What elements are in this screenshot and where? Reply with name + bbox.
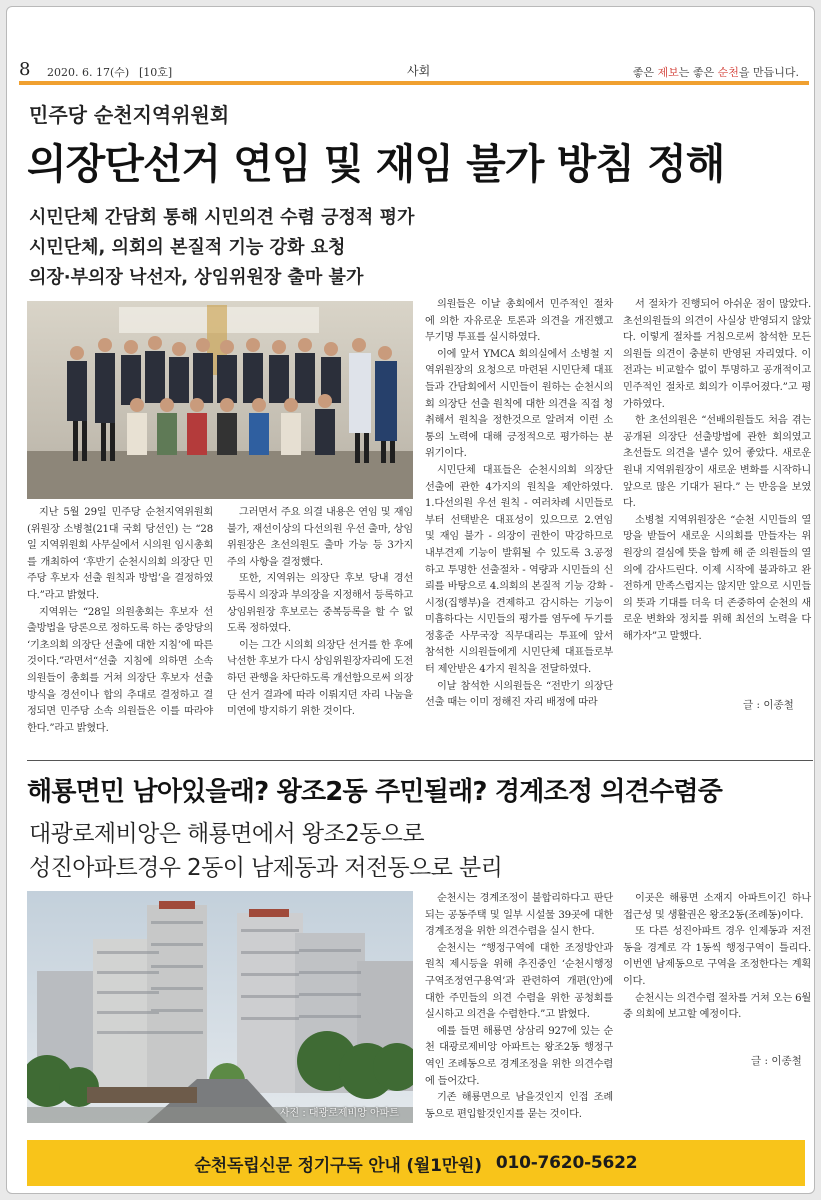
issue-date: 2020. 6. 17(수): [47, 66, 130, 79]
page-number: 8: [19, 59, 31, 80]
group-photo: [27, 301, 413, 499]
issue-number: [10호]: [139, 66, 173, 79]
header-slogan: 좋은 제보는 좋은 순천을 만듭니다.: [632, 66, 799, 79]
paragraph: 서 절차가 진행되어 아쉬운 점이 많았다. 초선의원들의 의견이 사실상 반영되지 않았다. 이렇게 절차를 거침으로써 참석한 모든 의원들 의견이 충분히 반영된 자리였다. 이전과는 비교할수 없이 투명하고 공개적이고 민주적인 절차로 회의가 이루어졌다.”고 평가하였다.: [623, 299, 811, 410]
paragraph: 예를 들면 해룡면 상삼리 927에 있는 순천 대광로제비앙 아파트는 왕조2동 행정구역인 조례동으로 경계조정을 위한 의견수렴에 들어갔다.: [425, 1025, 613, 1087]
paragraph: 이곳은 해룡면 소재지 아파트이긴 하나 접근성 및 생활권은 왕조2동(조례동)이다.: [623, 893, 811, 921]
page-header: [19, 57, 809, 83]
article2-subheads: [29, 817, 502, 885]
paragraph: 그러면서 주요 의결 내용은 연임 및 재임 불가, 재선이상의 다선의원 우선 출마, 상임위원장은 초선의원도 출마 가능 등 3가지 주의 사항을 결정했다.: [227, 507, 413, 568]
article1-column-1: [27, 505, 213, 737]
paragraph: 또 다른 성진아파트 경우 인제동과 저전동을 경계로 각 1동씩 행정구역이 틀리다. 이번엔 남제동으로 구역을 조정한다는 계획이다.: [623, 926, 811, 987]
paragraph: 이는 그간 시의회 의장단 선거를 한 후에 낙선한 후보가 다시 상임위원장자리에 도전하던 관행을 차단하도록 개선함으로써 의장단 선거 결과에 따라 이뤄지던 자리 나눔을 미연에 방지하기 위한 것이다.: [227, 639, 413, 718]
article1-column-4: [623, 297, 811, 645]
article1-subhead: 의장·부의장 낙선자, 상임위원장 출마 불가: [29, 267, 364, 288]
article1-byline: 글 : 이종철: [743, 699, 794, 711]
paragraph: 이에 앞서 YMCA 회의실에서 소병철 지역위원장의 요청으로 마련된 시민단체 대표들과 간담회에서 시민들이 원하는 순천시의회 의장단 선출 원칙에 대한 의견을 직접 청취해서 원칙을 정한것으로 알려져 이런 소통의 노력에 대해 긍정적으로 평가하는 분위기이다.: [425, 348, 613, 460]
article1-kicker: 민주당 순천지역위원회: [29, 103, 230, 127]
paragraph: 소병철 지역위원장은 “순천 시민들의 열망을 받들어 새로운 시의회를 만들자는 위원장의 결심에 뜻을 함께 해 준 의원들의 열의에 감사드린다. 이제 시작에 불과하고 완전하게 만족스럽지는 않지만 앞으로 시민들의 뜻과 기대를 더욱 더 존중하여 순천의 새로운 변화와 정치를 위해 최선의 노력을 다해가자”고 말했다.: [623, 514, 811, 642]
article1-subheads: [29, 203, 414, 293]
article2-headline: 해룡면민 남아있을래? 왕조2동 주민될래? 경계조정 의견수렴중: [27, 777, 723, 807]
subscription-phone[interactable]: 010-7620-5622: [495, 1153, 638, 1173]
paragraph: 순천시는 “행정구역에 대한 조정방안과 원칙 제시등을 위해 추진중인 ‘순천시행정구역조정연구용역’과 관련하여 개편(안)에 대한 주민들의 의견 수렴을 위한 공청회를 실시하고 의견을 수렴한다.”고 밝혔다.: [425, 942, 613, 1021]
article2-subhead: 성진아파트경우 2동이 남제동과 저전동으로 분리: [29, 855, 503, 881]
article2-column-2: [623, 891, 811, 1024]
article1-subhead: 시민단체, 의회의 본질적 기능 강화 요청: [29, 237, 346, 258]
apartment-photo: [27, 891, 413, 1123]
article1-column-3: [425, 297, 613, 712]
article-divider: [27, 760, 813, 761]
paragraph: 기존 해룡면으로 남을것인지 인접 조례동으로 편입할것인지를 묻는 것이다.: [425, 1092, 613, 1120]
paragraph: 이날 참석한 시의원들은 “전반기 의장단 선출 때는 이미 정해진 자리 배정에 따라: [425, 680, 613, 709]
paragraph: 순천시는 의견수렴 절차를 거쳐 오는 6월 중 의회에 보고할 예정이다.: [623, 992, 811, 1021]
subscription-banner: [27, 1140, 805, 1186]
article2-byline: 글 : 이종철: [751, 1055, 802, 1067]
paragraph: 의원들은 이날 총회에서 민주적인 절차에 의한 자유로운 토론과 의견을 개진했고 무기명 투표를 실시하였다.: [425, 299, 613, 344]
newspaper-page: [6, 6, 815, 1194]
paragraph: 시민단체 대표들은 순천시의회 의장단 선출에 관한 4가지의 원칙을 제안하였다. 1.다선의원 우선 원칙 - 여러차례 시민들로부터 선택받은 대표성이 있으므로 2.연임 및 재임 불가 - 의장이 권한이 막강하므로 내부견제 기능이 발휘될 수 있도록 3.공정하고 투명한 선출절차 - 역량과 시민들의 신뢰를 바탕으로 4.의회의 본질적 기능 강화 - 시정(집행부)을 견제하고 감시하는 기능이 미흡하다는 시민들의 평가를 염두에 두기를 정홍준 사무국장 직무대리는 투표에 앞서 참석한 시의원들에게 시민단체 대표들로부터 제안받은 4가지 원칙을 전달하였다.: [425, 464, 613, 676]
header-rule: [19, 81, 809, 85]
article2-column-1: [425, 891, 613, 1123]
article2-subhead: 대광로제비앙은 해룡면에서 왕조2동으로: [29, 821, 424, 847]
article1-headline: 의장단선거 연임 및 재임 불가 방침 정해: [27, 140, 725, 188]
paragraph: 지역위는 “28일 의원총회는 후보자 선출방법을 당론으로 정하도록 하는 중앙당의 ‘기초의회 의장단 선출에 대한 지침’에 따른 것이다.”라면서“선출 지침에 의하면 소속 의원들이 총회를 거쳐 의장단 후보자 선출 방식을 경선이나 합의 추대로 결정하고 결정되면 민주당 소속 의원들은 이를 따라야 한다.”라고 밝혔다.: [27, 606, 213, 734]
photo-caption: 사진 : 대광로제비앙 아파트: [279, 1108, 399, 1119]
paragraph: 순천시는 경계조정이 불합리하다고 판단되는 공동주택 및 일부 시설물 39곳에 대한 경계조정을 위한 의견수렴을 실시 한다.: [425, 893, 613, 938]
subscription-text: 순천독립신문 정기구독 안내 (월1만원): [194, 1155, 482, 1176]
paragraph: 지난 5월 29일 민주당 순천지역위원회(위원장 소병철(21대 국회 당선인) 는 “28일 지역위원회 사무실에서 시의원 임시총회를 개최하여 ‘후반기 순천시의회 의장단 민주당 후보자 선출 원칙과 방법’을 결정하였다.”라고 밝혔다.: [27, 507, 213, 601]
paragraph: 한 초선의원은 “선배의원들도 처음 겪는 공개된 의장단 선출방법에 관한 회의였고 초선들도 의견을 낼수 있어 좋았다. 새로운 원내 지역위원장이 새로운 변화를 시작하니 앞으로 많은 기대가 된다.” 는 반응을 보였다.: [623, 415, 811, 510]
section-name: 사회: [407, 64, 431, 78]
article1-column-2: [227, 505, 413, 721]
article1-subhead: 시민단체 간담회 통해 시민의견 수렴 긍정적 평가: [29, 207, 415, 228]
paragraph: 또한, 지역위는 의장단 후보 당내 경선 등록시 의장과 부의장을 지정해서 등록하고 상임위원장 후보로는 중복등록을 할 수 없도록 정하였다.: [227, 573, 413, 635]
